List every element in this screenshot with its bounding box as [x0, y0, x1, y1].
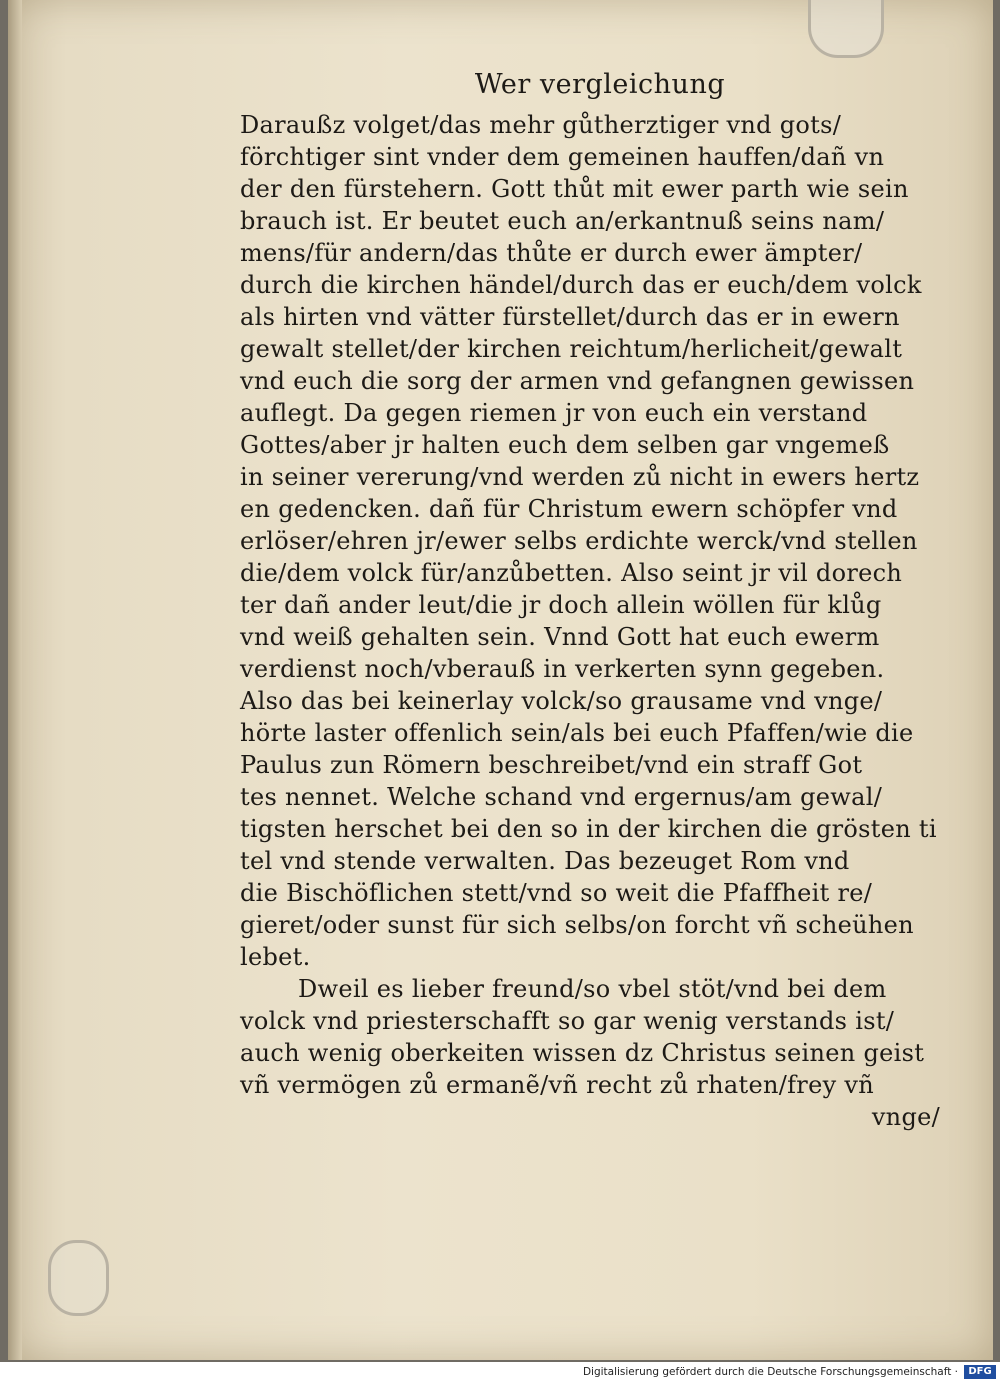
text-line: Paulus zun Römern beschreibet/vnd ein straff Got: [240, 751, 863, 779]
text-line: als hirten vnd vätter fürstellet/durch das er in ewern: [240, 303, 900, 331]
running-head: Wer vergleichung: [474, 69, 726, 100]
text-line: durch die kirchen händel/durch das er euch/dem volck: [240, 271, 922, 299]
text-line: hörte laster offenlich sein/als bei euch Pfaffen/wie die: [240, 719, 914, 747]
text-line: die/dem volck für/anzůbetten. Also seint jr vil dorech: [240, 559, 903, 587]
text-line: der den fürstehern. Gott thůt mit ewer parth wie sein: [240, 175, 909, 203]
text-line: tigsten herschet bei den so in der kirchen die grösten ti: [240, 815, 937, 843]
catchword: vnge/: [871, 1103, 940, 1131]
text-line: tes nennet. Welche schand vnd ergernus/am gewal/: [240, 783, 883, 811]
text-line: vnd weiß gehalten sein. Vnnd Gott hat euch ewerm: [240, 623, 880, 651]
text-line: lebet.: [240, 943, 311, 971]
text-line: gewalt stellet/der kirchen reichtum/herlicheit/gewalt: [240, 335, 903, 363]
text-line: ter dañ ander leut/die jr doch allein wöllen für klůg: [240, 591, 882, 619]
text-line: Dweil es lieber freund/so vbel stöt/vnd bei dem: [298, 975, 887, 1003]
text-line: die Bischöflichen stett/vnd so weit die Pfaffheit re/: [240, 879, 873, 907]
page-clip-bottom: [48, 1240, 109, 1316]
text-line: Also das bei keinerlay volck/so grausame vnd vnge/: [240, 687, 883, 715]
text-line: förchtiger sint vnder dem gemeinen hauffen/dañ vn: [240, 143, 885, 171]
text-line: en gedencken. dañ für Christum ewern schöpfer vnd: [240, 495, 898, 523]
text-line: auflegt. Da gegen riemen jr von euch ein verstand: [240, 399, 868, 427]
page-clip-top: [808, 0, 884, 58]
text-line: gieret/oder sunst für sich selbs/on forcht vñ scheühen: [240, 911, 914, 939]
text-line: volck vnd priesterschafft so gar wenig verstands ist/: [240, 1007, 895, 1035]
text-line: mens/für andern/das thůte er durch ewer ämpter/: [240, 239, 863, 267]
text-line: erlöser/ehren jr/ewer selbs erdichte werck/vnd stellen: [240, 527, 918, 555]
page-gutter-edge: [8, 0, 22, 1360]
text-block: [240, 65, 940, 1133]
footer-credit: Digitalisierung gefördert durch die Deutsche Forschungsgemeinschaft ·: [582, 1366, 958, 1378]
dfg-logo: DFG: [964, 1365, 996, 1379]
text-line: brauch ist. Er beutet euch an/erkantnuß seins nam/: [240, 207, 885, 235]
text-line: in seiner vererung/vnd werden zů nicht in ewers hertz: [240, 463, 920, 491]
text-line: tel vnd stende verwalten. Das bezeuget Rom vnd: [240, 847, 850, 875]
text-line: Gottes/aber jr halten euch dem selben gar vngemeß: [240, 431, 890, 459]
text-line: Daraußz volget/das mehr gůtherztiger vnd gots/: [240, 111, 842, 139]
text-line: vnd euch die sorg der armen vnd gefangnen gewissen: [240, 367, 915, 395]
text-line: vñ vermögen zů ermanẽ/vñ recht zů rhaten/frey vñ: [240, 1071, 874, 1099]
text-line: verdienst noch/vberauß in verkerten synn gegeben.: [240, 655, 885, 683]
text-line: auch wenig oberkeiten wissen dz Christus seinen geist: [240, 1039, 925, 1067]
